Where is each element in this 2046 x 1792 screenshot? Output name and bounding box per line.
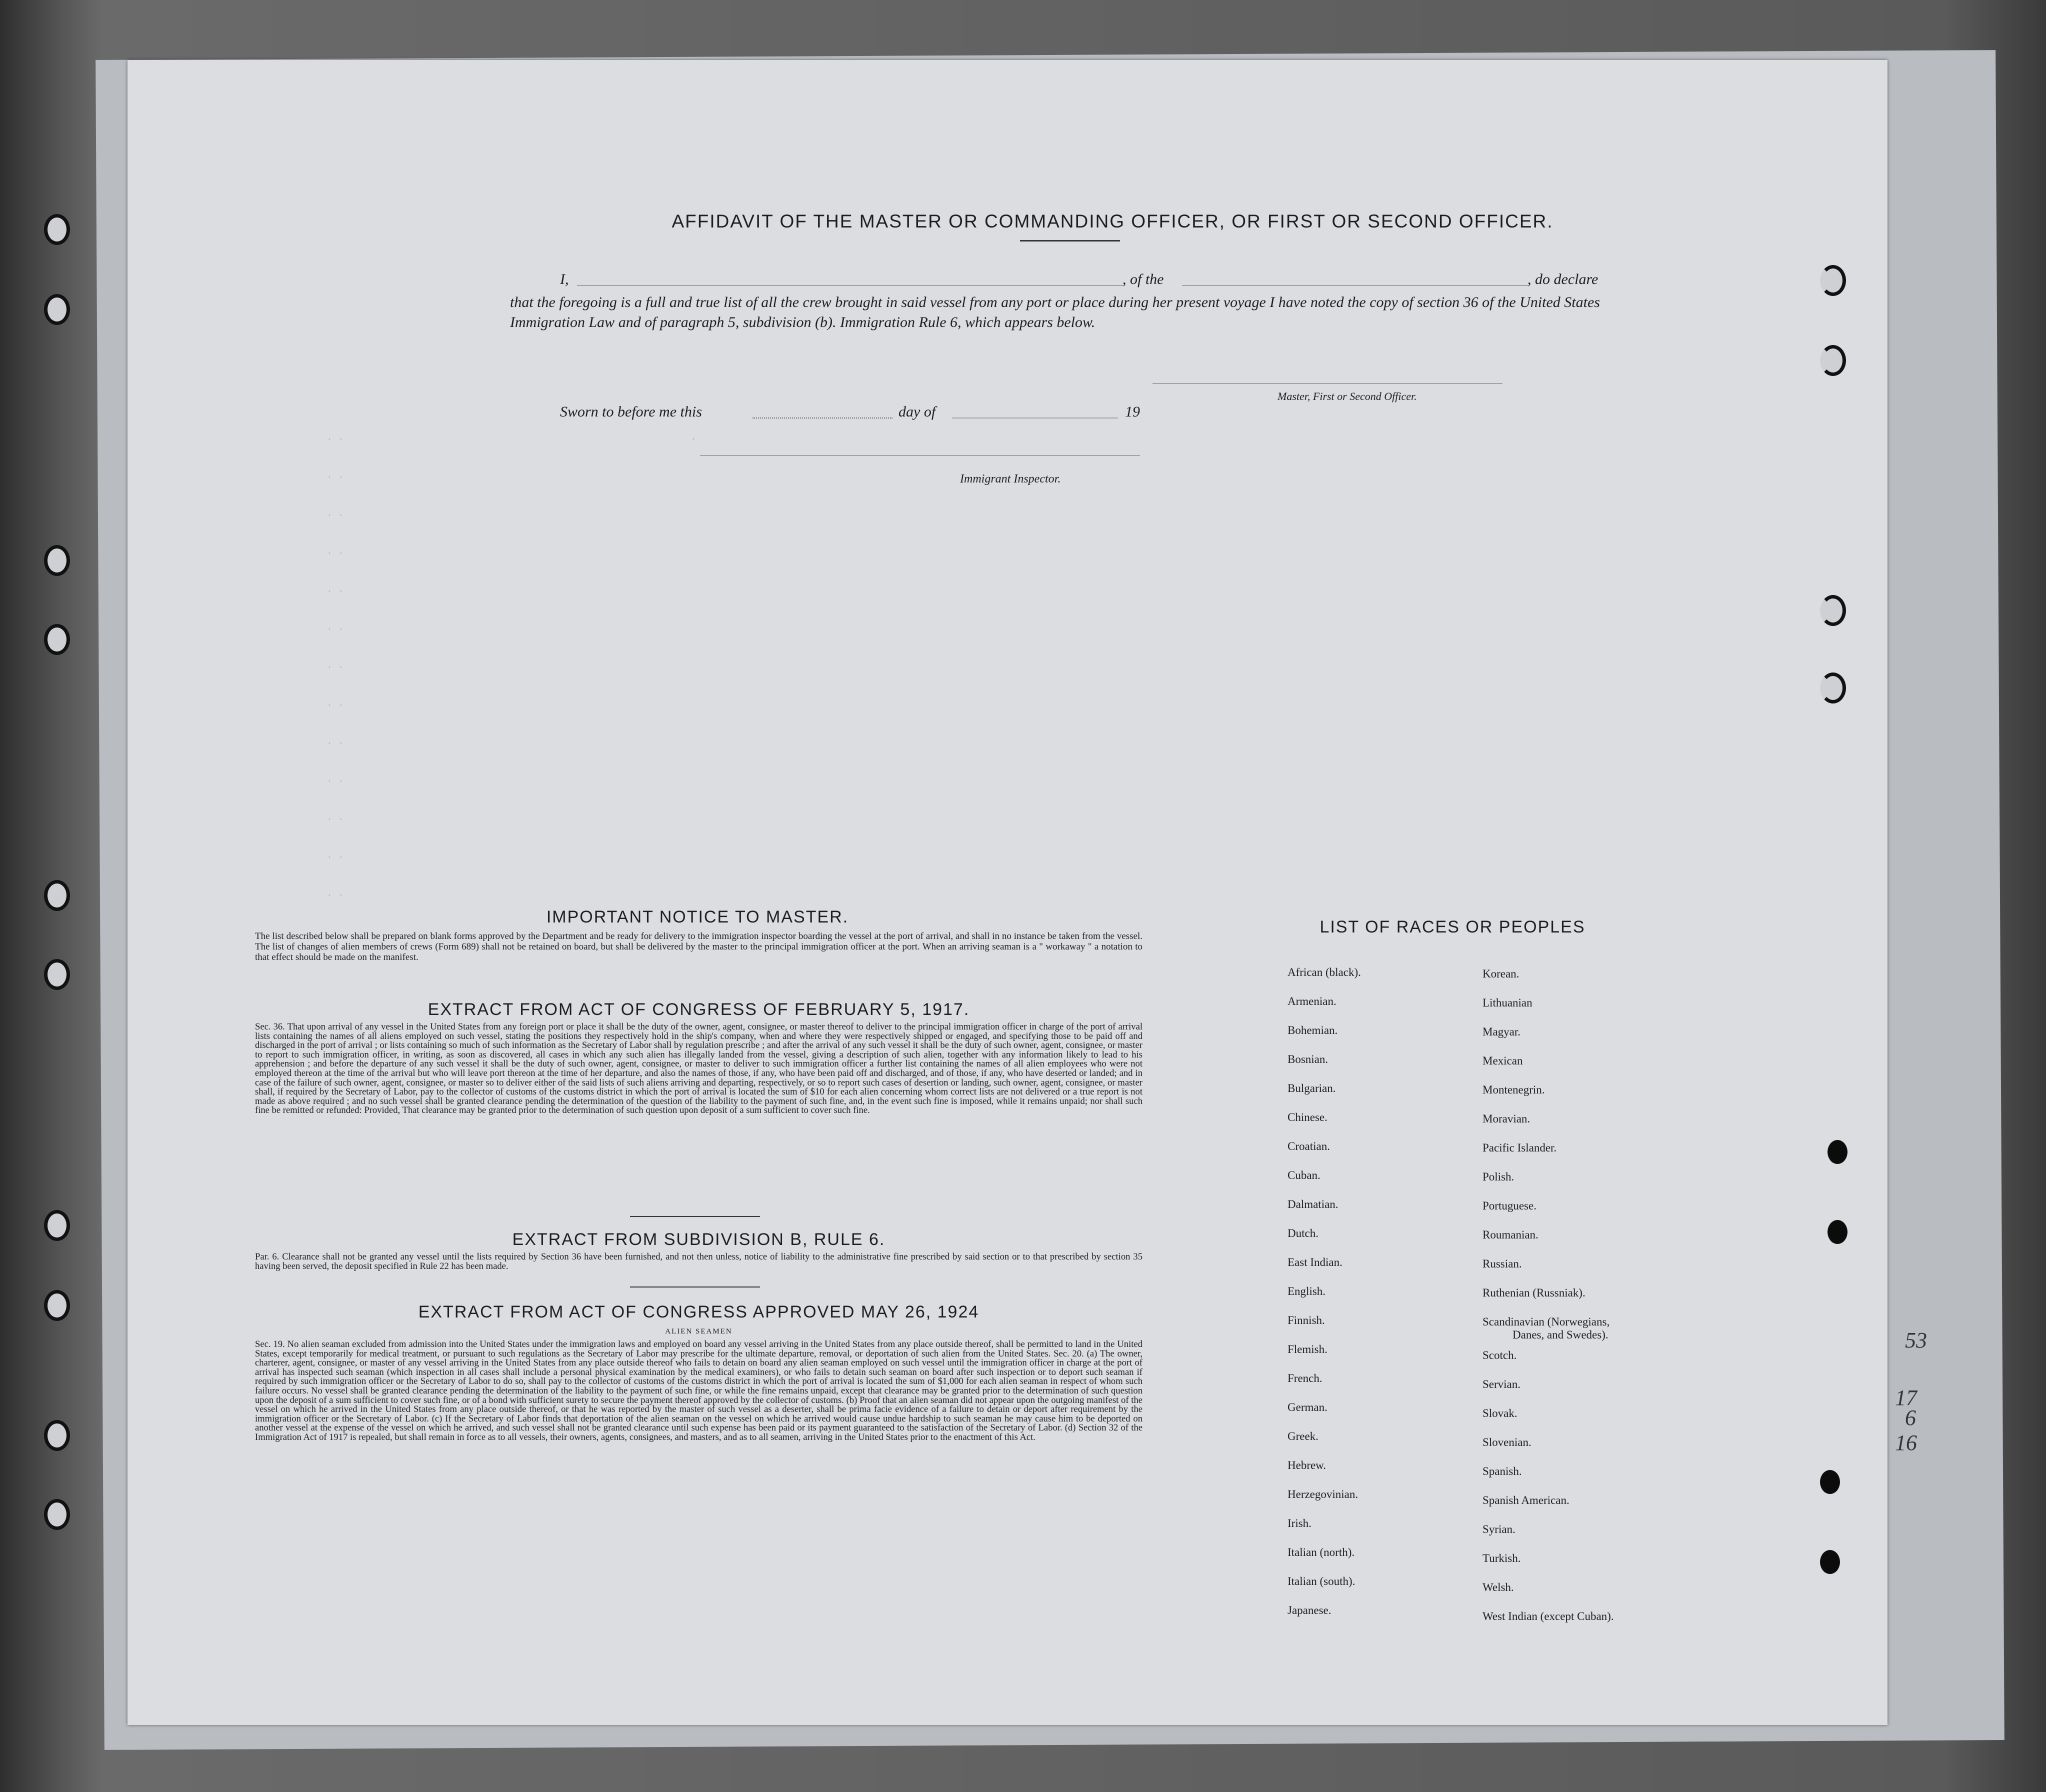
- race-item: Irish.: [1288, 1517, 1312, 1530]
- race-item: African (black).: [1288, 966, 1361, 978]
- year-prefix: 19: [1125, 404, 1140, 420]
- race-item: Finnish.: [1288, 1314, 1325, 1326]
- race-item: Polish.: [1482, 1170, 1514, 1183]
- notice-title: IMPORTANT NOTICE TO MASTER.: [546, 908, 849, 926]
- race-item: Slovak.: [1482, 1407, 1518, 1420]
- title-rule: [1020, 240, 1120, 242]
- punch-hole-icon: [1820, 672, 1846, 704]
- race-item: Cuban.: [1288, 1169, 1320, 1182]
- race-item: Syrian.: [1482, 1523, 1516, 1536]
- race-item: Roumanian.: [1482, 1228, 1538, 1241]
- binding-hole-icon: [44, 1290, 70, 1321]
- extract-rule6-text: Par. 6. Clearance shall not be granted any vessel until the lists required by Section 36 have been furnished, and not then unless, notice of liability to the administrative fine prescribed by said section or to that prescribed by section 35 having been served, the deposit specified in Rule 22 has been made.: [255, 1252, 1142, 1272]
- binding-hole-icon: [44, 624, 70, 655]
- punch-hole-icon: [1828, 1140, 1848, 1164]
- race-item: Pacific Islander.: [1482, 1142, 1557, 1154]
- race-item: Welsh.: [1482, 1581, 1514, 1594]
- punch-hole-icon: [1820, 1470, 1840, 1494]
- binding-hole-icon: [44, 214, 70, 245]
- inspector-caption: Immigrant Inspector.: [960, 472, 1061, 486]
- binding-hole-icon: [44, 1210, 70, 1241]
- punch-hole-icon: [1820, 345, 1846, 376]
- race-item: Danes, and Swedes).: [1512, 1328, 1608, 1341]
- race-item: Spanish American.: [1482, 1494, 1570, 1506]
- race-item: Ruthenian (Russniak).: [1482, 1286, 1586, 1299]
- affidavit-body: that the foregoing is a full and true list of all the crew brought in said vessel from any port or place during her present voyage I have noted the copy of section 36 of the United States Immigration Law and of paragraph 5, subdivision (b). Immigration Rule 6, which appears below.: [510, 294, 1600, 330]
- race-item: Croatian.: [1288, 1140, 1330, 1152]
- punch-hole-icon: [1820, 595, 1846, 626]
- race-item: Spanish.: [1482, 1465, 1522, 1478]
- race-item: Turkish.: [1482, 1552, 1521, 1564]
- race-item: Servian.: [1482, 1378, 1521, 1390]
- margin-mark: 17: [1895, 1386, 1917, 1410]
- extract-rule6-title: EXTRACT FROM SUBDIVISION B, RULE 6.: [512, 1230, 886, 1249]
- binding-hole-icon: [44, 880, 70, 911]
- race-item: Slovenian.: [1482, 1436, 1532, 1448]
- notice-text: The list described below shall be prepared on blank forms approved by the Department and be ready for delivery to the immigration inspector boarding the vessel at the port of arrival, and shall in no instance be taken from the vessel. The list of changes of alien members of crews (Form 689) shall not be retained on board, but shall be delivered by the master to the principal immigration officer at the port. When an arriving seaman is a " workaway " a notation to that effect should be made on the manifest.: [255, 931, 1142, 962]
- race-item: Armenian.: [1288, 995, 1336, 1008]
- name-blank[interactable]: [578, 285, 1122, 286]
- race-item: Scandinavian (Norwegians,: [1482, 1316, 1610, 1328]
- signature-caption: Master, First or Second Officer.: [1278, 390, 1417, 402]
- affidavit-declare: , do declare: [1528, 271, 1598, 288]
- race-item: Herzegovinian.: [1288, 1488, 1358, 1500]
- affidavit-of-the: , of the: [1122, 271, 1164, 288]
- race-item: Moravian.: [1482, 1112, 1530, 1125]
- binding-hole-icon: [44, 1420, 70, 1451]
- punch-hole-icon: [1820, 1550, 1840, 1574]
- race-item: German.: [1288, 1401, 1328, 1414]
- race-item: East Indian.: [1288, 1256, 1342, 1268]
- race-item: Russian.: [1482, 1258, 1522, 1270]
- sworn-label: Sworn to before me this: [560, 404, 702, 420]
- divider-rule: [630, 1216, 760, 1217]
- binding-hole-icon: [44, 545, 70, 576]
- race-item: West Indian (except Cuban).: [1482, 1610, 1614, 1622]
- race-item: Bohemian.: [1288, 1024, 1338, 1036]
- divider-rule-2: [630, 1286, 760, 1288]
- race-item: Lithuanian: [1482, 996, 1532, 1009]
- race-item: Flemish.: [1288, 1343, 1328, 1356]
- punch-hole-icon: [1820, 265, 1846, 296]
- bleed-through-text: · · · · · · · · · · · · · · · · · · · · · · · · · · ·: [328, 432, 698, 902]
- vessel-blank[interactable]: [1182, 285, 1528, 286]
- inspector-signature-line[interactable]: [700, 455, 1140, 456]
- binding-hole-icon: [44, 1499, 70, 1530]
- race-item: Korean.: [1482, 968, 1520, 980]
- margin-mark: 6: [1905, 1406, 1916, 1430]
- race-item: Bosnian.: [1288, 1053, 1328, 1066]
- document-page: [128, 60, 1888, 1725]
- affidavit-i: I,: [560, 271, 569, 288]
- race-item: Japanese.: [1288, 1604, 1332, 1616]
- race-item: Dalmatian.: [1288, 1198, 1338, 1210]
- race-item: Bulgarian.: [1288, 1082, 1336, 1094]
- race-item: Italian (north).: [1288, 1546, 1355, 1558]
- binding-hole-icon: [44, 294, 70, 325]
- affidavit-title: AFFIDAVIT OF THE MASTER OR COMMANDING OFFICER, OR FIRST OR SECOND OFFICER.: [672, 211, 1554, 232]
- day-of-label: day of: [898, 404, 936, 420]
- title-spacer: [560, 211, 1690, 219]
- race-item: French.: [1288, 1372, 1322, 1384]
- race-item: English.: [1288, 1285, 1326, 1298]
- race-item: Hebrew.: [1288, 1459, 1326, 1472]
- extract-1924-text: Sec. 19. No alien seaman excluded from admission into the United States under the immigration laws and employed on board any vessel arriving in the United States from any place outside thereof, shall be permitted to land in the United States, except temporarily for medical treatment, or pursuant to such regulations as the Secretary of Labor may prescribe for the ultimate departure, removal, or deportation of such alien from the United States. Sec. 20. (a) The owner, charterer, agent, consignee, or master of any vessel arriving in the United States from any place outside thereof who fails to detain on board any alien seaman employed on such vessel until the immigration officer in charge at the port of arrival has inspected such seaman (which inspection in all cases shall include a personal physical examination by the medical examiners), or who fails to detain such seaman on board after such inspection or to deport such seaman if required by such immigration officer or the Secretary of Labor to do so, shall pay to the collector of customs of the customs district in which the port of arrival is located the sum of $1,000 for each alien seaman in respect of whom such failure occurs. No vessel shall be granted clearance pending the determination of the liability to the payment of such fine, or while the fine remains unpaid, except that clearance may be granted prior to the determination of such question upon the deposit of a sum sufficient to cover such fine, or of a bond with sufficient surety to secure the payment thereof approved by the collector of customs. (b) Proof that an alien seaman did not appear upon the outgoing manifest of the vessel on which he arrived in the United States from any place outside thereof, or that he was reported by the master of such vessel as a deserter, shall be prima facie evidence of a failure to detain or deport after requirement by the immigration officer or the Secretary of Labor. (c) If the Secretary of Labor finds that deportation of the alien seaman on the vessel on which he arrived would cause undue hardship to such seaman he may cause him to be deported on another vessel at the expense of the vessel on which he arrived, and such vessel shall not be granted clearance until such expense has been paid or its payment guaranteed to the satisfaction of the Secretary of Labor. (d) Section 32 of the Immigration Act of 1917 is repealed, but shall remain in force as to all vessels, their owners, agents, consignees, and masters, and as to all seamen, arriving in the United States prior to the enactment of this Act.: [255, 1339, 1142, 1442]
- margin-mark: 16: [1895, 1430, 1917, 1455]
- binding-hole-icon: [44, 959, 70, 990]
- margin-mark: 53: [1905, 1328, 1927, 1352]
- extract-1924-subtitle: ALIEN SEAMEN: [665, 1328, 732, 1336]
- extract-1917-text: Sec. 36. That upon arrival of any vessel in the United States from any foreign port or place it shall be the duty of the owner, agent, consignee, or master thereof to deliver to the principal immigration officer in charge of the port of arrival lists containing the names of all aliens employed on such vessel, stating the positions they respectively hold in the ship's company, when and where they were respectively shipped or engaged, and specifying those to be paid off and discharged in the port of arrival ; or lists containing so much of such information as the Secretary of Labor shall by regulation prescribe ; and after the arrival of any such vessel it shall be the duty of such owner, agent, consignee, or master to report to such immigration officer, in writing, as soon as discovered, all cases in which any such alien has illegally landed from the vessel, giving a description of such alien, together with any information likely to lead to his apprehension ; and before the departure of any such vessel it shall be the duty of such owner, agent, consignee, or master to deliver to such immigration officer a further list containing the names of all alien employees who were not employed thereon at the time of the arrival but who will leave port thereon at the time of her departure, and also the names of those, if any, who have been paid off and discharged, and of those, if any, who have deserted or landed; and in case of the failure of such owner, agent, consignee, or master so to deliver either of the said lists of such aliens arriving and departing, respectively, or so to report such cases of desertion or landing, such owner, agent, consignee, or master shall, if required by the Secretary of Labor, pay to the collector of customs of the customs district in which the port of arrival is located the sum of $10 for each alien concerning whom correct lists are not delivered or a true report is not made as above required ; and no such vessel shall be granted clearance pending the determination of the question of the liability to the payment of such fine, and, in the event such fine is imposed, while it remains unpaid; nor shall such fine be remitted or refunded: Provided, That clearance may be granted prior to the determination of such question upon deposit of a sum sufficient to cover such fine.: [255, 1022, 1142, 1116]
- race-item: Montenegrin.: [1482, 1084, 1545, 1096]
- race-item: Italian (south).: [1288, 1575, 1356, 1588]
- race-item: Dutch.: [1288, 1227, 1318, 1240]
- race-item: Scotch.: [1482, 1349, 1517, 1362]
- race-item: Chinese.: [1288, 1111, 1328, 1124]
- race-item: Mexican: [1482, 1054, 1523, 1067]
- race-item: Magyar.: [1482, 1026, 1521, 1038]
- race-item: Greek.: [1288, 1430, 1318, 1442]
- race-item: Portuguese.: [1482, 1200, 1536, 1212]
- races-title: LIST OF RACES OR PEOPLES: [1320, 918, 1586, 936]
- extract-1917-title: EXTRACT FROM ACT OF CONGRESS OF FEBRUARY 5, 1917.: [428, 1000, 970, 1019]
- extract-1924-title: EXTRACT FROM ACT OF CONGRESS APPROVED MAY 26, 1924: [418, 1302, 980, 1322]
- punch-hole-icon: [1828, 1220, 1848, 1244]
